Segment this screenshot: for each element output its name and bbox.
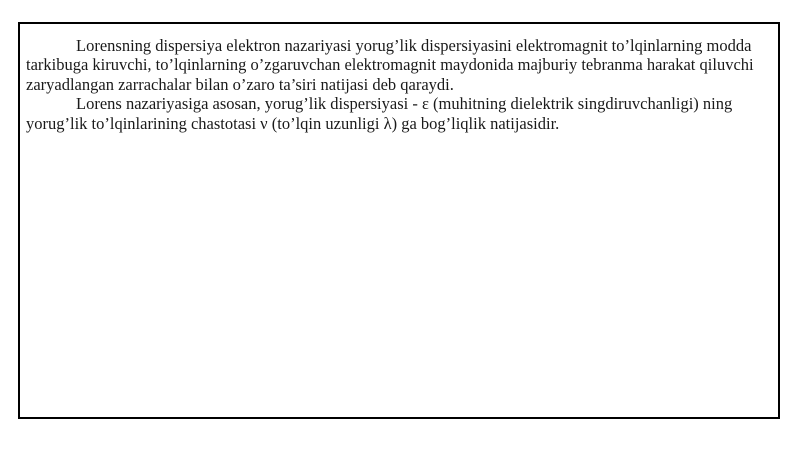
slide-frame <box>18 22 780 419</box>
paragraph-lorens-theory: Lorensning dispersiya elektron nazariyasi yorug’lik dispersiyasini elektromagnit to’lqinlarning modda tarkibuga kiruvchi, to’lqinlarning o’zgaruvchan elektromagnit maydonida majburiy tebranma harakat qiluvchi zaryadlangan zarrachalar bilan o’zaro ta’siri natijasi deb qaraydi. <box>26 36 754 94</box>
paragraph-dispersion-definition: Lorens nazariyasiga asosan, yorug’lik dispersiyasi - ε (muhitning dielektrik singdiruvchanligi) ning yorug’lik to’lqinlarining chastotasi ν (to’lqin uzunligi λ) ga bog’liqlik natijasidir. <box>26 94 733 133</box>
text-body <box>26 36 774 133</box>
